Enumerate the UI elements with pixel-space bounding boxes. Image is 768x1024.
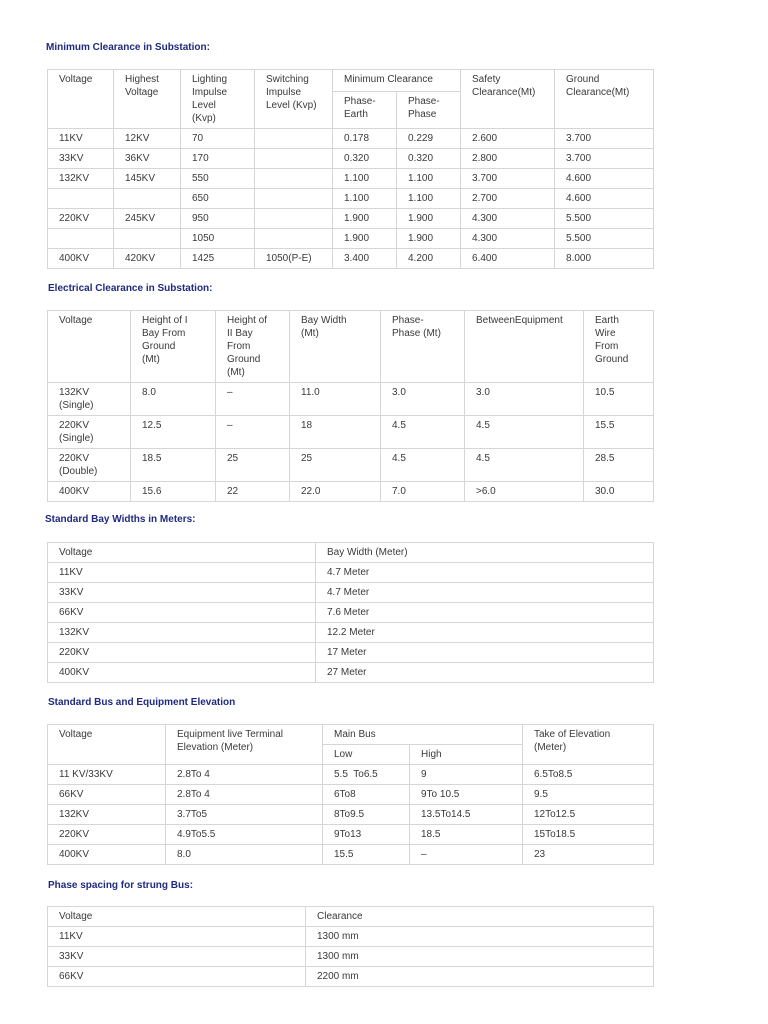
table-cell: 27 Meter bbox=[316, 663, 654, 683]
table-cell: 2200 mm bbox=[306, 967, 654, 987]
table-cell: 66KV bbox=[48, 785, 166, 805]
table-cell: 3.700 bbox=[555, 129, 654, 149]
table-cell: 12.2 Meter bbox=[316, 623, 654, 643]
header-phase-earth: Phase- Earth bbox=[333, 92, 397, 129]
table-cell: 9.5 bbox=[523, 785, 654, 805]
table-cell: 13.5To14.5 bbox=[410, 805, 523, 825]
table-cell: 400KV bbox=[48, 482, 131, 502]
table-row bbox=[48, 845, 654, 865]
min-clearance-title: Minimum Clearance in Substation: bbox=[46, 42, 210, 53]
table-cell: 10.5 bbox=[584, 383, 654, 416]
table-cell: 3.400 bbox=[333, 249, 397, 269]
table-cell: 6To8 bbox=[323, 785, 410, 805]
table-cell: 4.5 bbox=[465, 449, 584, 482]
table-row bbox=[48, 947, 654, 967]
table-cell: 18.5 bbox=[410, 825, 523, 845]
table-row bbox=[48, 643, 654, 663]
table-cell: 1.900 bbox=[397, 229, 461, 249]
table-cell: 11KV bbox=[48, 129, 114, 149]
header-main-bus: Main Bus bbox=[323, 725, 523, 745]
table-cell: 132KV (Single) bbox=[48, 383, 131, 416]
table-cell: 1050 bbox=[181, 229, 255, 249]
table-cell: 12.5 bbox=[131, 416, 216, 449]
table-cell: 0.320 bbox=[397, 149, 461, 169]
table-cell: 8.000 bbox=[555, 249, 654, 269]
table-row bbox=[48, 416, 654, 449]
table-cell: 0.178 bbox=[333, 129, 397, 149]
table-cell: 2.800 bbox=[461, 149, 555, 169]
table-cell: 12KV bbox=[114, 129, 181, 149]
table-cell: 7.6 Meter bbox=[316, 603, 654, 623]
table-cell: 132KV bbox=[48, 623, 316, 643]
table-cell: 9To 10.5 bbox=[410, 785, 523, 805]
header-clearance: Clearance bbox=[306, 907, 654, 927]
table-cell: 11 KV/33KV bbox=[48, 765, 166, 785]
table-cell: 4.7 Meter bbox=[316, 563, 654, 583]
table-row bbox=[48, 967, 654, 987]
table-cell: 170 bbox=[181, 149, 255, 169]
table-cell: 11KV bbox=[48, 563, 316, 583]
table-cell: 1.100 bbox=[397, 189, 461, 209]
table-cell: 400KV bbox=[48, 249, 114, 269]
table-cell: 4.5 bbox=[465, 416, 584, 449]
table-row bbox=[48, 229, 654, 249]
table-cell: 1300 mm bbox=[306, 947, 654, 967]
table-cell: 6.5To8.5 bbox=[523, 765, 654, 785]
table-row bbox=[48, 825, 654, 845]
header-phase-phase: Phase- Phase (Mt) bbox=[381, 311, 465, 383]
table-cell bbox=[114, 189, 181, 209]
table-cell: 9 bbox=[410, 765, 523, 785]
table-row bbox=[48, 603, 654, 623]
table-cell: – bbox=[216, 383, 290, 416]
table-cell: 66KV bbox=[48, 967, 306, 987]
table-cell: 9To13 bbox=[323, 825, 410, 845]
table-cell: 15To18.5 bbox=[523, 825, 654, 845]
header-highest-voltage: Highest Voltage bbox=[114, 70, 181, 129]
table-row bbox=[48, 805, 654, 825]
table-cell: 4.5 bbox=[381, 416, 465, 449]
table-cell: 0.229 bbox=[397, 129, 461, 149]
table-cell: 0.320 bbox=[333, 149, 397, 169]
header-take-off-elevation: Take of Elevation (Meter) bbox=[523, 725, 654, 765]
table-cell: 220KV bbox=[48, 209, 114, 229]
table-cell: 28.5 bbox=[584, 449, 654, 482]
header-between-equipment: BetweenEquipment bbox=[465, 311, 584, 383]
table-row bbox=[48, 583, 654, 603]
table-cell: 18.5 bbox=[131, 449, 216, 482]
table-row bbox=[48, 129, 654, 149]
header-ground-clearance: Ground Clearance(Mt) bbox=[555, 70, 654, 129]
table-cell: 220KV bbox=[48, 825, 166, 845]
header-bay-width: Bay Width (Mt) bbox=[290, 311, 381, 383]
table-cell: 1.100 bbox=[333, 169, 397, 189]
table-cell: 3.0 bbox=[381, 383, 465, 416]
header-low: Low bbox=[323, 745, 410, 765]
table-cell bbox=[114, 229, 181, 249]
table-cell: 70 bbox=[181, 129, 255, 149]
header-height-bay-1: Height of I Bay From Ground (Mt) bbox=[131, 311, 216, 383]
table-row bbox=[48, 482, 654, 502]
table-cell bbox=[255, 229, 333, 249]
table-row bbox=[48, 169, 654, 189]
table-cell: 2.600 bbox=[461, 129, 555, 149]
header-earth-wire: Earth Wire From Ground bbox=[584, 311, 654, 383]
bay-widths-table bbox=[47, 542, 654, 683]
bus-elevation-title: Standard Bus and Equipment Elevation bbox=[48, 697, 236, 708]
table-cell: 550 bbox=[181, 169, 255, 189]
table-cell: 132KV bbox=[48, 169, 114, 189]
table-cell: 1300 mm bbox=[306, 927, 654, 947]
phase-spacing-title: Phase spacing for strung Bus: bbox=[48, 880, 194, 891]
table-cell: 5.5 To6.5 bbox=[323, 765, 410, 785]
table-cell: 6.400 bbox=[461, 249, 555, 269]
table-cell: 220KV (Single) bbox=[48, 416, 131, 449]
table-cell: 220KV (Double) bbox=[48, 449, 131, 482]
table-cell: 4.600 bbox=[555, 169, 654, 189]
electrical-clearance-title: Electrical Clearance in Substation: bbox=[48, 283, 213, 294]
table-row bbox=[48, 563, 654, 583]
table-cell: 15.5 bbox=[323, 845, 410, 865]
table-cell: 15.6 bbox=[131, 482, 216, 502]
table-cell: 145KV bbox=[114, 169, 181, 189]
table-cell: 3.700 bbox=[555, 149, 654, 169]
header-voltage: Voltage bbox=[48, 543, 316, 563]
table-cell: 1.100 bbox=[397, 169, 461, 189]
header-high: High bbox=[410, 745, 523, 765]
header-switching-impulse: Switching Impulse Level (Kvp) bbox=[255, 70, 333, 129]
header-equipment-elevation: Equipment live Terminal Elevation (Meter) bbox=[166, 725, 323, 765]
table-cell: 220KV bbox=[48, 643, 316, 663]
header-voltage: Voltage bbox=[48, 70, 114, 129]
table-row bbox=[48, 149, 654, 169]
table-cell: 2.8To 4 bbox=[166, 765, 323, 785]
table-cell: 132KV bbox=[48, 805, 166, 825]
table-cell: 33KV bbox=[48, 947, 306, 967]
table-cell: – bbox=[216, 416, 290, 449]
table-row bbox=[48, 209, 654, 229]
table-cell: 15.5 bbox=[584, 416, 654, 449]
table-cell: 950 bbox=[181, 209, 255, 229]
table-row bbox=[48, 663, 654, 683]
table-cell bbox=[255, 189, 333, 209]
table-cell: 3.7To5 bbox=[166, 805, 323, 825]
table-cell: 4.9To5.5 bbox=[166, 825, 323, 845]
table-cell: 4.7 Meter bbox=[316, 583, 654, 603]
header-minimum-clearance: Minimum Clearance bbox=[333, 70, 461, 92]
table-cell bbox=[255, 149, 333, 169]
table-cell: 33KV bbox=[48, 149, 114, 169]
table-cell: 12To12.5 bbox=[523, 805, 654, 825]
table-cell: 8.0 bbox=[166, 845, 323, 865]
header-voltage: Voltage bbox=[48, 725, 166, 765]
table-cell: 23 bbox=[523, 845, 654, 865]
table-row bbox=[48, 765, 654, 785]
table-cell: 4.5 bbox=[381, 449, 465, 482]
table-cell bbox=[255, 169, 333, 189]
header-safety-clearance: Safety Clearance(Mt) bbox=[461, 70, 555, 129]
table-cell: 1.900 bbox=[333, 209, 397, 229]
table-row bbox=[48, 785, 654, 805]
table-cell: 400KV bbox=[48, 663, 316, 683]
table-cell: 36KV bbox=[114, 149, 181, 169]
table-row bbox=[48, 249, 654, 269]
header-lighting-impulse: Lighting Impulse Level (Kvp) bbox=[181, 70, 255, 129]
table-cell: >6.0 bbox=[465, 482, 584, 502]
table-cell: 2.700 bbox=[461, 189, 555, 209]
table-cell: 4.300 bbox=[461, 229, 555, 249]
bay-widths-title: Standard Bay Widths in Meters: bbox=[45, 514, 196, 525]
table-row bbox=[48, 927, 654, 947]
table-cell: 25 bbox=[216, 449, 290, 482]
table-cell: 245KV bbox=[114, 209, 181, 229]
table-cell: 22 bbox=[216, 482, 290, 502]
table-cell: 4.200 bbox=[397, 249, 461, 269]
bus-elevation-table bbox=[47, 724, 654, 865]
header-voltage: Voltage bbox=[48, 311, 131, 383]
table-cell: 11KV bbox=[48, 927, 306, 947]
table-row bbox=[48, 383, 654, 416]
table-cell: 33KV bbox=[48, 583, 316, 603]
table-cell: 420KV bbox=[114, 249, 181, 269]
table-cell: 4.300 bbox=[461, 209, 555, 229]
table-cell: 3.0 bbox=[465, 383, 584, 416]
table-cell: 1425 bbox=[181, 249, 255, 269]
table-cell: 4.600 bbox=[555, 189, 654, 209]
table-cell: 66KV bbox=[48, 603, 316, 623]
header-phase-phase: Phase- Phase bbox=[397, 92, 461, 129]
table-cell bbox=[48, 229, 114, 249]
table-cell bbox=[255, 209, 333, 229]
table-cell: 25 bbox=[290, 449, 381, 482]
table-row bbox=[48, 189, 654, 209]
table-cell: 1.900 bbox=[397, 209, 461, 229]
table-cell: 11.0 bbox=[290, 383, 381, 416]
table-cell: 5.500 bbox=[555, 209, 654, 229]
table-cell: 8To9.5 bbox=[323, 805, 410, 825]
header-height-bay-2: Height of II Bay From Ground (Mt) bbox=[216, 311, 290, 383]
table-cell: 17 Meter bbox=[316, 643, 654, 663]
table-cell bbox=[255, 129, 333, 149]
table-cell: 1.100 bbox=[333, 189, 397, 209]
table-cell: 1050(P-E) bbox=[255, 249, 333, 269]
table-cell bbox=[48, 189, 114, 209]
table-cell: 1.900 bbox=[333, 229, 397, 249]
table-cell: 5.500 bbox=[555, 229, 654, 249]
phase-spacing-table bbox=[47, 906, 654, 987]
min-clearance-table bbox=[47, 69, 654, 269]
table-cell: 3.700 bbox=[461, 169, 555, 189]
table-cell: 22.0 bbox=[290, 482, 381, 502]
electrical-clearance-table bbox=[47, 310, 654, 502]
header-voltage: Voltage bbox=[48, 907, 306, 927]
table-cell: 18 bbox=[290, 416, 381, 449]
table-cell: 2.8To 4 bbox=[166, 785, 323, 805]
table-row bbox=[48, 449, 654, 482]
header-bay-width: Bay Width (Meter) bbox=[316, 543, 654, 563]
table-cell: 400KV bbox=[48, 845, 166, 865]
table-cell: 650 bbox=[181, 189, 255, 209]
table-row bbox=[48, 623, 654, 643]
table-cell: – bbox=[410, 845, 523, 865]
table-cell: 30.0 bbox=[584, 482, 654, 502]
table-cell: 7.0 bbox=[381, 482, 465, 502]
table-cell: 8.0 bbox=[131, 383, 216, 416]
